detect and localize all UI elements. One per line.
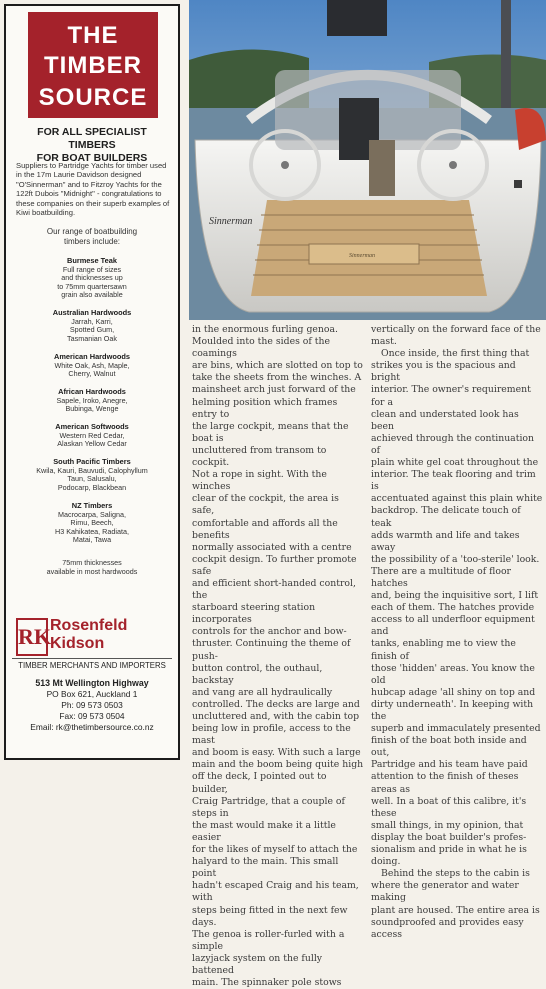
article-line: Craig Partridge, that a couple of steps in <box>192 795 345 819</box>
article-line: controls for the anchor and bow- <box>192 626 347 638</box>
tagline-line: FOR BOAT BUILDERS <box>36 152 148 164</box>
article-line: Once inside, the first thing that <box>381 348 530 360</box>
thickness-note <box>16 559 168 576</box>
email[interactable]: Email: rk@thetimbersource.co.nz <box>30 722 154 732</box>
article-line: uncluttered from transom to cockpit. <box>192 444 327 469</box>
article-line: in the enormous furling genoa. <box>192 324 339 335</box>
article-line: small things, in my opinion, that <box>371 819 524 831</box>
timber-group-heading: African Hardwoods <box>58 387 126 396</box>
article-line: main and the boom being quite high <box>192 759 364 771</box>
article-line: adds warmth and life and takes away <box>371 529 520 553</box>
article-column-2 <box>371 324 543 941</box>
logo-line: THE <box>67 22 119 49</box>
step-name: Sinnerman <box>349 253 375 259</box>
timber-line: to 75mm quartersawn <box>57 281 127 291</box>
article-line: doing. <box>371 856 401 868</box>
article-line: tanks, enabling me to view the finish of <box>371 638 516 662</box>
phone: Ph: 09 573 0503 <box>61 700 123 710</box>
yacht-cockpit-photo <box>189 0 546 320</box>
article-line: off the deck, I pointed out to builder, <box>192 771 327 795</box>
article-line: and efficient short-handed control, the <box>192 577 356 602</box>
article-line: comfortable and affords all the benefits <box>192 517 338 541</box>
timber-line: Full range of sizes <box>62 264 122 274</box>
timber-source-logo <box>28 12 158 118</box>
article-line: normally associated with a centre <box>192 541 352 553</box>
article-line: strikes you is the spacious and bright <box>371 360 516 384</box>
article-line: where the generator and water making <box>371 880 519 904</box>
timber-line: Tasmanian Oak <box>67 333 117 343</box>
thickness-note-line: available in most hardwoods <box>46 566 138 576</box>
timber-line: Spotted Gum, <box>69 325 115 335</box>
article-line: the possibility of a 'too-sterile' look. <box>371 553 540 565</box>
article-line: accentuated against this plain white <box>371 493 543 505</box>
brand-name-line: Rosenfeld <box>50 617 128 634</box>
article-line: mainsheet arch just forward of the <box>192 384 356 396</box>
article-line: lazyjack system on the fully battened <box>192 952 323 976</box>
article-line: and vang are all hydraulically <box>192 686 333 698</box>
transom-name: Sinnerman <box>209 216 253 227</box>
article-line: clear of the cockpit, the area is safe, <box>192 493 339 517</box>
article-line: the mast would make it a little easier <box>192 819 336 843</box>
range-heading-line: Our range of boatbuilding <box>46 227 138 236</box>
timber-line: H3 Kahikatea, Radiata, <box>55 526 129 536</box>
timber-group-heading: NZ Timbers <box>71 501 113 510</box>
article-line: halyard to the main. This small point <box>192 856 339 880</box>
timber-line: Podocarp, Blackbean <box>57 482 127 492</box>
timber-line: and thicknesses up <box>61 273 123 283</box>
article-line: superb and immaculately presented <box>371 723 541 735</box>
po-box: PO Box 621, Auckland 1 <box>46 689 138 699</box>
article-line: Not a rope in sight. With the winches <box>192 469 327 493</box>
article-line: the large cockpit, means that the boat is <box>192 420 349 444</box>
timber-line: Western Red Cedar, <box>59 430 125 440</box>
article-line: those 'hidden' areas. You know the old <box>371 662 535 686</box>
timber-group <box>16 353 168 379</box>
article-line: access to all underfloor equipment and <box>371 614 535 638</box>
article-line: display the boat builder's profes- <box>371 831 527 843</box>
range-heading-line: timbers include: <box>63 237 121 246</box>
article-line: steps being fitted in the next few days. <box>192 904 348 928</box>
article-line: soundproofed and provides easy access <box>371 916 524 940</box>
advert-intro: Suppliers to Partridge Yachts for timber used in the 17m Laurie Davidson designed "O'Sinnerman" and to Fitzroy Yachts for the 122ft Dubois "Midnight" - congratulations to these companies on their superb examples of Kiwi boatbuilding. <box>16 161 170 218</box>
article-line: backdrop. The delicate touch of teak <box>371 505 521 529</box>
article-line: being low in profile, access to the mast <box>192 723 351 747</box>
timber-group <box>16 423 168 449</box>
thickness-note-line: 75mm thicknesses <box>62 558 122 567</box>
article-line: achieved through the continuation of <box>371 432 535 456</box>
article-line: thruster. Continuing the theme of push- <box>192 638 351 662</box>
article-line: Behind the steps to the cabin is <box>381 868 530 880</box>
timber-line: Alaskan Yellow Cedar <box>57 439 127 449</box>
timber-line: Cherry, Walnut <box>68 369 116 379</box>
timber-group <box>16 257 168 300</box>
article-line: each of them. The hatches provide <box>371 602 535 614</box>
article-line: sionalism and pride in what he is <box>371 844 527 856</box>
article-column-1 <box>192 324 364 989</box>
article-line: are bins, which are slotted on top to <box>192 360 363 372</box>
timber-group-heading: South Pacific Timbers <box>53 457 131 466</box>
article-line: interior. The owner's requirement for a <box>371 384 531 408</box>
article-line: finish of the boat both inside and out, <box>371 735 527 759</box>
timber-line: grain also available <box>61 290 123 300</box>
article-line: Moulded into the sides of the coamings <box>192 336 331 360</box>
article-line: button control, the outhaul, backstay <box>192 662 323 686</box>
street-address: 513 Mt Wellington Highway <box>35 678 149 688</box>
article-line: helming position which frames entry to <box>192 396 338 420</box>
timber-group-heading: Australian Hardwoods <box>52 308 132 317</box>
article-line: The genoa is roller-furled with a simple <box>192 928 345 952</box>
timber-line: Sapele, Iroko, Anegre, <box>56 395 128 405</box>
fax: Fax: 09 573 0504 <box>59 711 125 721</box>
tagline-line: FOR ALL SPECIALIST TIMBERS <box>37 126 147 151</box>
timber-line: Macrocarpa, Saligna, <box>58 509 126 519</box>
article-line: controlled. The decks are large and <box>192 698 360 710</box>
rk-logo-mark: RK <box>16 618 48 656</box>
timber-line: White Oak, Ash, Maple, <box>54 360 130 370</box>
article-line: vertically on the forward face of the <box>371 324 541 335</box>
logo-line: SOURCE <box>38 84 148 111</box>
timber-group-heading: American Hardwoods <box>54 352 130 361</box>
article-line: main. The spinnaker pole stows <box>192 977 342 989</box>
article-line: uncluttered and, with the cabin top <box>192 711 360 722</box>
article-line: and, being the inquisitive sort, I lift <box>371 590 539 602</box>
article-line: attention to the finish of theses areas as <box>371 771 519 795</box>
article-line: take the sheets from the winches. A <box>192 372 362 384</box>
article-line: clean and understated look has been <box>371 408 519 432</box>
timber-line: Rimu, Beech, <box>70 518 114 528</box>
advert-tagline <box>14 126 170 165</box>
brand-name <box>50 617 127 653</box>
article-line: cockpit design. To further promote safe <box>192 553 357 577</box>
timber-line: Jarrah, Karri, <box>71 316 113 326</box>
article-line: for the likes of myself to attach the <box>192 844 358 856</box>
article-line: mast. <box>371 336 397 348</box>
article-line: plain white gel coat throughout the <box>371 457 539 469</box>
timber-line: Bubinga, Wenge <box>65 404 119 414</box>
article-line: There are a multitude of floor hatches <box>371 565 511 589</box>
range-heading <box>16 227 168 247</box>
article-line: hadn't escaped Craig and his team, with <box>192 880 359 904</box>
article-line: plant are housed. The entire area is <box>371 904 540 916</box>
timber-group <box>16 388 168 414</box>
article-line: interior. The teak flooring and trim is <box>371 469 536 493</box>
contact-details <box>12 678 172 733</box>
timber-source-advert <box>4 4 180 760</box>
timber-group-heading: American Softwoods <box>55 422 129 431</box>
timber-line: Taun, Salusalu, <box>67 474 117 484</box>
merchants-label: TIMBER MERCHANTS AND IMPORTERS <box>12 658 172 670</box>
article-line: dirty underneath'. In keeping with the <box>371 698 534 722</box>
timber-group <box>16 309 168 343</box>
timber-line: Matai, Tawa <box>72 535 112 545</box>
timber-group <box>16 502 168 545</box>
article-line: hubcap adage 'all shiny on top and <box>371 686 536 698</box>
timber-line: Kwila, Kauri, Bauvudi, Calophyllum <box>36 465 148 475</box>
logo-line: TIMBER <box>44 52 142 79</box>
article-line: starboard steering station incorporates <box>192 602 316 626</box>
article-line: well. In a boat of this calibre, it's these <box>371 795 527 819</box>
article-line: and boom is easy. With such a large <box>192 747 361 759</box>
brand-name-line: Kidson <box>50 635 105 652</box>
yacht-illustration <box>189 0 546 320</box>
timber-group-heading: Burmese Teak <box>67 256 117 265</box>
timber-group <box>16 458 168 492</box>
article-line: Partridge and his team have paid <box>371 759 528 771</box>
